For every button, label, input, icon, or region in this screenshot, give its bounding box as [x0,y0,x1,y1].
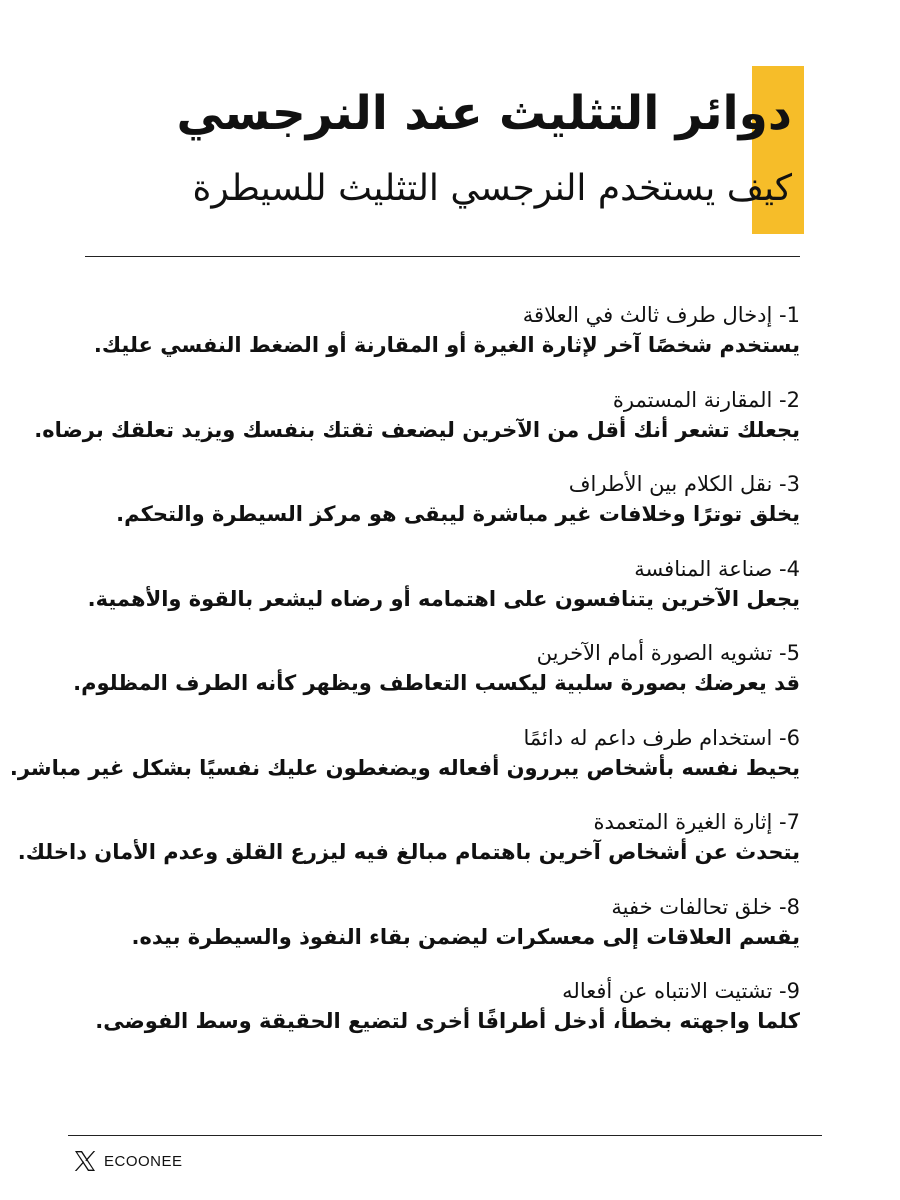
item-description: يتحدث عن أشخاص آخرين باهتمام مبالغ فيه ليزرع القلق وعدم الأمان داخلك. [17,840,800,864]
page-title: دوائر التثليث عند النرجسي [176,86,792,141]
tactics-list [9,300,800,1061]
brand-name: ECOONEE [104,1152,183,1170]
list-item [100,469,800,554]
item-description: يقسم العلاقات إلى معسكرات ليضمن بقاء النفوذ والسيطرة بيده. [131,924,800,949]
list-item [34,385,800,470]
item-description: يجعل الآخرين يتنافسون على اهتمامه أو رضاه ليشعر بالقوة والأهمية. [87,586,800,611]
item-description: قد يعرضك بصورة سلبية ليكسب التعاطف ويظهر كأنه الطرف المظلوم. [73,671,800,695]
item-title: 6- استخدام طرف داعم له دائمًا [523,725,800,750]
item-title: 7- إثارة الغيرة المتعمدة [593,810,800,834]
x-logo-icon[interactable] [72,1148,98,1174]
item-title: 5- تشويه الصورة أمام الآخرين [536,641,800,665]
item-title: 4- صناعة المنافسة [634,556,800,581]
item-description: يخلق توترًا وخلافات غير مباشرة ليبقى هو مركز السيطرة والتحكم. [116,502,800,526]
item-title: 3- نقل الكلام بين الأطراف [568,472,800,496]
footer [72,1148,183,1174]
item-title: 8- خلق تحالفات خفية [611,894,800,919]
list-item [93,300,800,385]
list-item [95,976,800,1061]
list-item [17,807,800,892]
item-description: كلما واجهته بخطأ، أدخل أطرافًا أخرى لتضيع الحقيقة وسط الفوضى. [95,1009,800,1033]
page-subtitle: كيف يستخدم النرجسي التثليث للسيطرة [192,168,792,209]
item-description: يستخدم شخصًا آخر لإثارة الغيرة أو المقارنة أو الضغط النفسي عليك. [93,333,800,357]
item-description: يحيط نفسه بأشخاص يبررون أفعاله ويضغطون عليك نفسيًا بشكل غير مباشر. [9,755,800,780]
list-item [73,638,800,723]
list-item [9,723,800,808]
item-description: يجعلك تشعر أنك أقل من الآخرين ليضعف ثقتك بنفسك ويزيد تعلقك برضاه. [34,417,800,442]
list-item [87,554,800,639]
bottom-divider [68,1135,822,1136]
list-item [100,892,800,977]
item-title: 1- إدخال طرف ثالث في العلاقة [522,303,800,327]
top-divider [85,256,800,257]
item-title: 2- المقارنة المستمرة [612,387,800,412]
item-title: 9- تشتيت الانتباه عن أفعاله [562,979,800,1003]
page-header [92,82,792,216]
